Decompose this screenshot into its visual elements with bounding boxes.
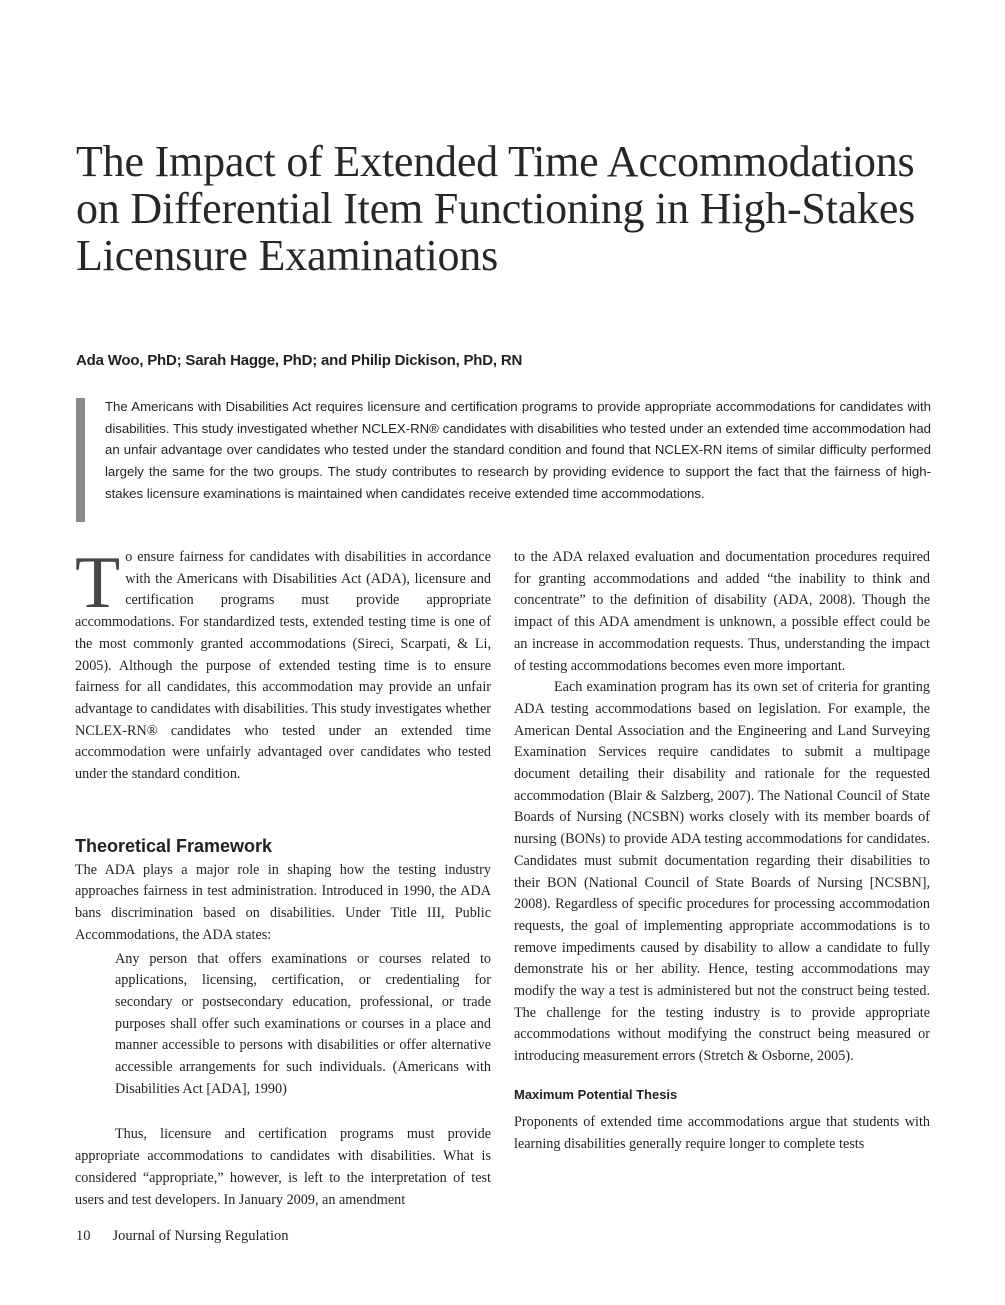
- abstract: The Americans with Disabilities Act requires licensure and certification programs to provide appropriate accommodations for candidates with disabilities. This study investigated whether NCLEX-RN® candidates with disabilities who tested under an extended time accommodation had an unfair advantage over candidates who tested under the standard condition and found that NCLEX-RN items of similar difficulty performed largely the same for the two groups. The study contributes to research by providing evidence to support the fact that the fairness of high-stakes licensure examinations is maintained when candidates receive extended time accommodations.: [105, 399, 931, 501]
- body-paragraph: Each examination program has its own set of criteria for granting ADA testing accommodations based on legislation. For example, the American Dental Association and the Engineering and Land Surveying Examination Services require candidates to submit a multipage document detailing their disability and rationale for the requested accommodation (Blair & Salzberg, 2007). The National Council of State Boards of Nursing (NCSBN) works closely with its member boards of nursing (BONs) to provide ADA testing accommodations for candidates. Candidates must submit documentation regarding their disabilities to their BON (National Council of State Boards of Nursing [NCSBN], 2008). Regardless of specific procedures for processing accommodation requests, the goal of implementing appropriate accommodations is to remove impediments caused by disability to allow a candidate to fully demonstrate his or her ability. Hence, testing accommodations may modify the way a test is administered but not the construct being tested. The challenge for the testing industry is to provide appropriate accommodations without modifying the construct being measured or introducing measurement errors (Stretch & Osborne, 2005).: [514, 679, 930, 1065]
- page-footer: [76, 1228, 289, 1245]
- abstract-accent-bar: [76, 398, 85, 522]
- author-list: Ada Woo, PhD; Sarah Hagge, PhD; and Philip Dickison, PhD, RN: [76, 352, 523, 369]
- article-title: The Impact of Extended Time Accommodations on Differential Item Functioning in High-Stakes Licensure Examinations: [76, 137, 916, 280]
- body-paragraph: Thus, licensure and certification programs must provide appropriate accommodations to candidates with disabilities. What is considered “appropriate,” however, is left to the interpretation of test users and test developers. In January 2009, an amendment: [75, 1126, 491, 1208]
- body-paragraph: to the ADA relaxed evaluation and documentation procedures required for granting accommodations and added “the inability to think and concentrate” to the definition of disability (ADA, 2008). Though the impact of this ADA amendment is unknown, a possible effect could be an increase in accommodation requests. Thus, understanding the impact of testing accommodations becomes even more important.: [514, 549, 930, 674]
- intro-paragraph: [75, 542, 491, 786]
- left-column: [75, 542, 491, 1211]
- drop-cap: T: [75, 542, 121, 624]
- subsection-heading-maximum-potential-thesis: Maximum Potential Thesis: [514, 1086, 678, 1102]
- body-paragraph: Proponents of extended time accommodations argue that students with learning disabilities generally require longer to complete tests: [514, 1113, 930, 1152]
- intro-text: o ensure fairness for candidates with disabilities in accordance with the Americans with Disabilities Act (ADA), licensure and certification programs must provide appropriate accommodations. For standardized tests, extended testing time is one of the most commonly granted accommodations (Sireci, Scarpati, & Li, 2005). Although the purpose of extended testing time is to ensure fairness for all candidates, this accommodation may provide an unfair advantage to candidates with disabilities. This study investigates whether NCLEX-RN® candidates who tested under an extended time accommodation were unfairly advantaged over candidates who tested under the standard condition.: [75, 549, 491, 783]
- right-column: [514, 547, 930, 1155]
- page-number: 10: [76, 1228, 91, 1244]
- block-quote: Any person that offers examinations or courses related to applications, licensing, certification, or credentialing for secondary or postsecondary education, professional, or trade purposes shall offer such examinations or courses in a place and manner accessible to persons with disabilities or offer alternative accessible arrangements for such individuals. (Americans with Disabilities Act [ADA], 1990): [115, 950, 491, 1097]
- section-heading-theoretical-framework: Theoretical Framework: [75, 835, 273, 856]
- journal-name: Journal of Nursing Regulation: [112, 1228, 289, 1244]
- body-paragraph: The ADA plays a major role in shaping how the testing industry approaches fairness in test administration. Introduced in 1990, the ADA bans discrimination based on disabilities. Under Title III, Public Accommodations, the ADA states:: [75, 861, 491, 943]
